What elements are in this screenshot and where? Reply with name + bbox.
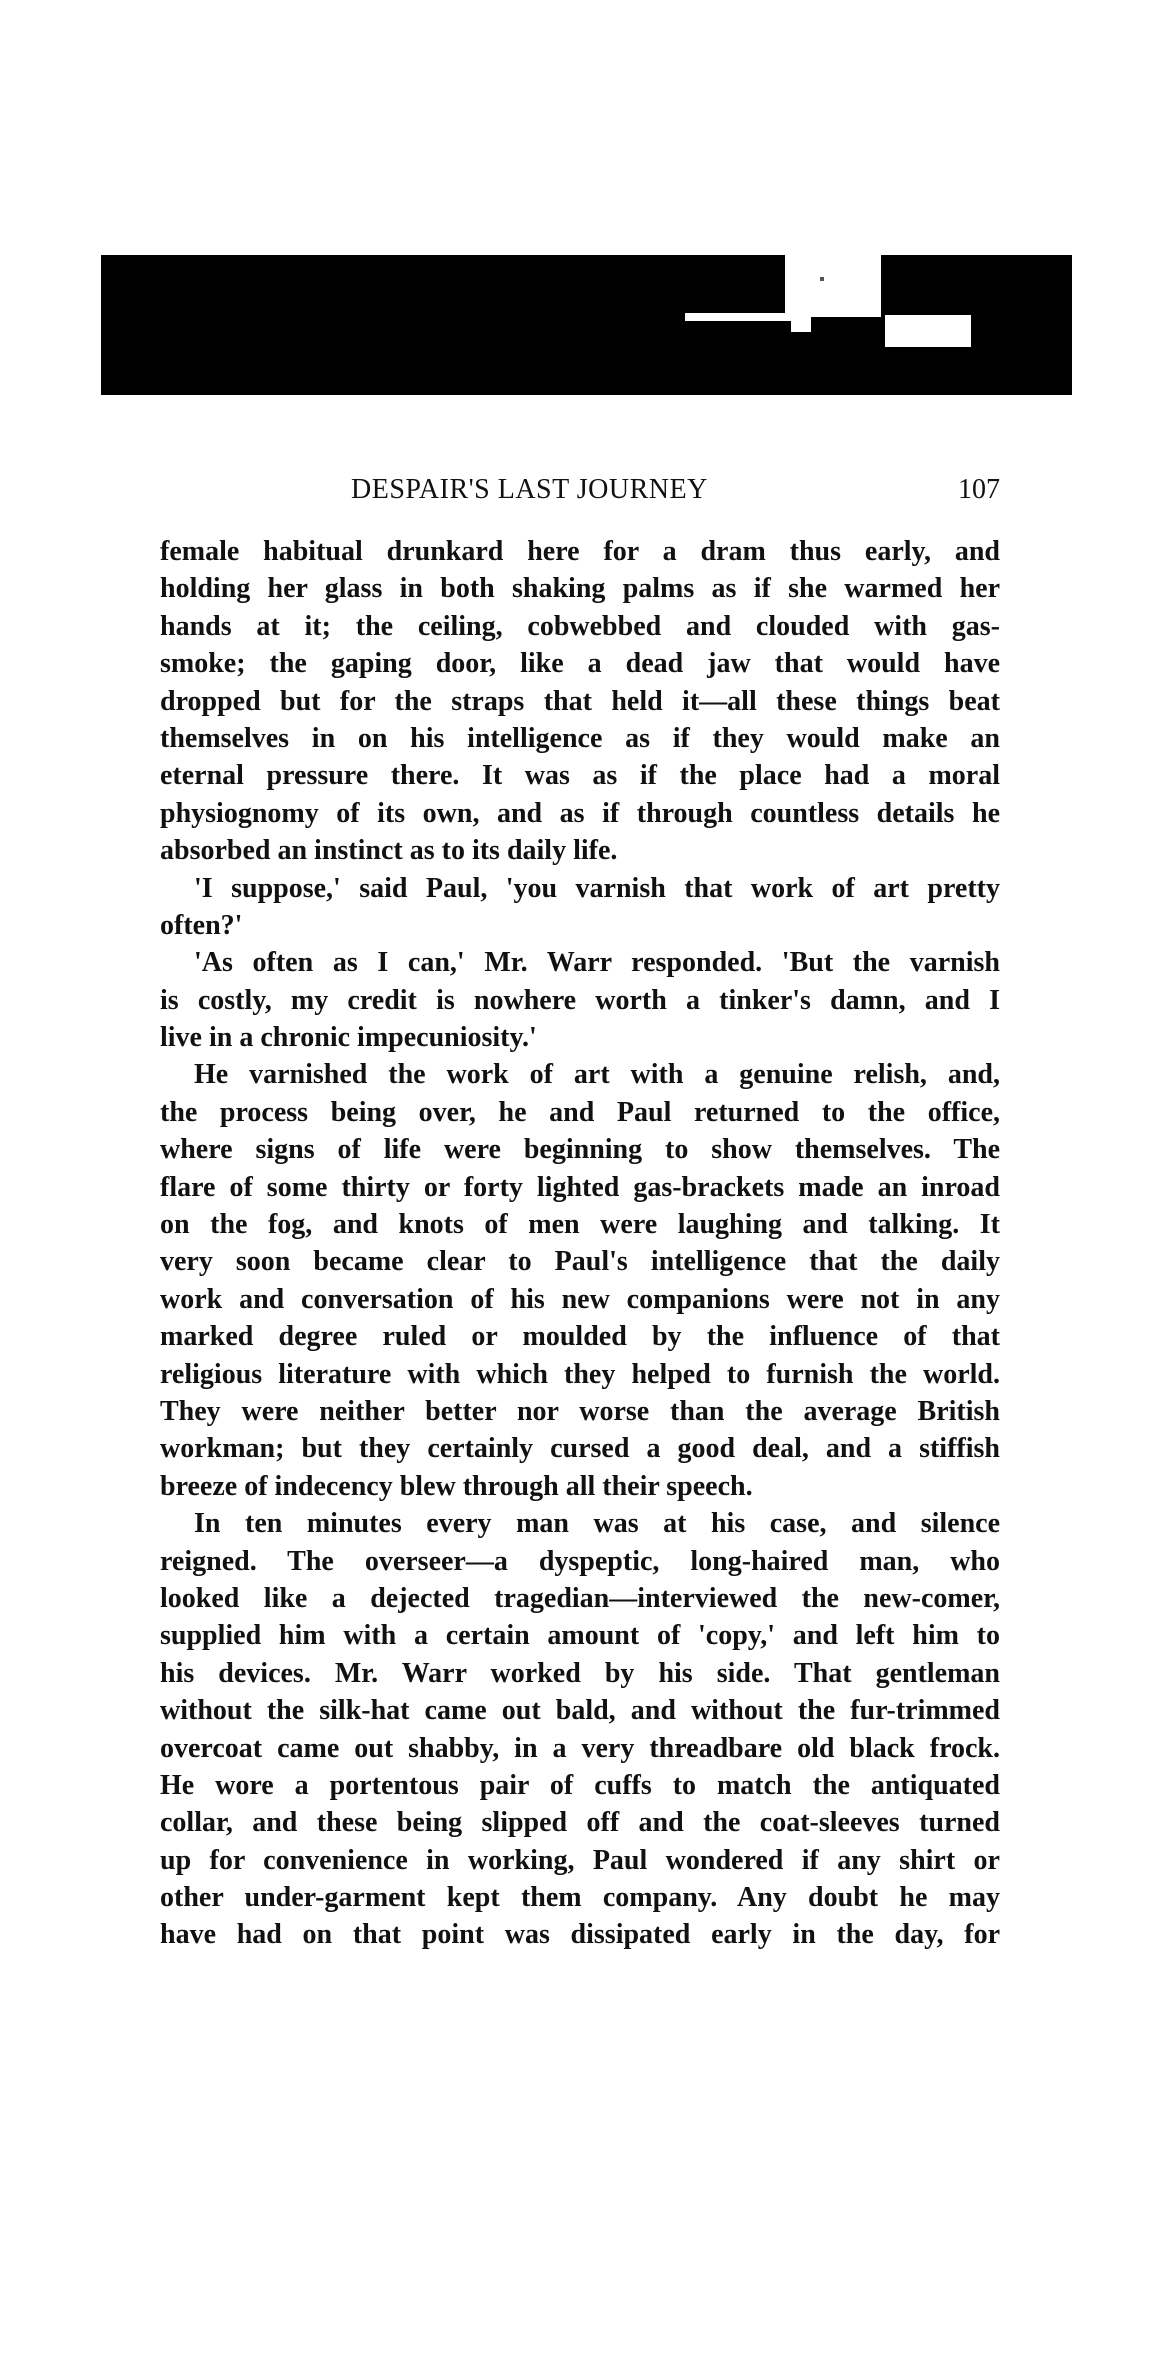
text-line: reigned. The overseer—a dyspeptic, long-haired man, who [160,1545,1000,1577]
running-head [160,474,1000,514]
text-line: the process being over, he and Paul returned to the office, [160,1096,1000,1128]
text-line: He wore a portentous pair of cuffs to match the antiquated [160,1769,1000,1801]
text-line: dropped but for the straps that held it—all these things beat [160,685,1000,717]
text-line: is costly, my credit is nowhere worth a tinker's damn, and I [160,984,1000,1016]
text-line: absorbed an instinct as to its daily life. [160,835,618,867]
text-line: eternal pressure there. It was as if the place had a moral [160,760,1000,792]
text-line: live in a chronic impecuniosity.' [160,1022,537,1054]
text-line: have had on that point was dissipated early in the day, for [160,1919,1000,1951]
text-line: 'I suppose,' said Paul, 'you varnish that work of art pretty [194,872,1000,904]
scan-artifact [885,315,971,347]
text-line: on the fog, and knots of men were laughing and talking. It [160,1209,1000,1241]
text-line: without the silk-hat came out bald, and without the fur-trimmed [160,1695,1000,1727]
text-line: where signs of life were beginning to show themselves. The [160,1134,1000,1166]
text-line: very soon became clear to Paul's intelligence that the daily [160,1246,1000,1278]
text-line: work and conversation of his new companions were not in any [160,1283,1000,1315]
text-line: In ten minutes every man was at his case, and silence [194,1508,1000,1540]
text-line: overcoat came out shabby, in a very threadbare old black frock. [160,1732,1000,1764]
scan-artifact [791,312,811,332]
text-line: flare of some thirty or forty lighted gas-brackets made an inroad [160,1171,1000,1203]
text-line: workman; but they certainly cursed a good deal, and a stiffish [160,1433,1000,1465]
text-line: marked degree ruled or moulded by the influence of that [160,1321,1000,1353]
page-number: 107 [958,474,1000,505]
text-line: other under-garment kept them company. Any doubt he may [160,1882,1000,1914]
text-line: female habitual drunkard here for a dram thus early, and [160,536,1000,567]
text-line: collar, and these being slipped off and the coat-sleeves turned [160,1807,1000,1839]
text-line: his devices. Mr. Warr worked by his side. That gentleman [160,1657,1000,1689]
text-line: up for convenience in working, Paul wondered if any shirt or [160,1844,1000,1876]
text-line: themselves in on his intelligence as if they would make an [160,722,1000,754]
text-line: hands at it; the ceiling, cobwebbed and clouded with gas- [160,610,1000,642]
body-text [160,533,1000,1954]
text-line: physiognomy of its own, and as if through countless details he [160,797,1000,829]
scan-artifact [685,313,803,321]
text-line: holding her glass in both shaking palms as if she warmed her [160,573,1000,605]
text-line: He varnished the work of art with a genuine relish, and, [194,1059,1000,1091]
scan-artifact [785,255,881,317]
text-line: religious literature with which they helped to furnish the world. [160,1358,1000,1390]
text-line: smoke; the gaping door, like a dead jaw that would have [160,648,1000,680]
text-line: supplied him with a certain amount of 'copy,' and left him to [160,1620,1000,1652]
text-line: They were neither better nor worse than the average British [160,1395,1000,1427]
text-line: often?' [160,909,243,941]
text-line: 'As often as I can,' Mr. Warr responded. 'But the varnish [194,947,1000,979]
running-title: DESPAIR'S LAST JOURNEY [351,474,708,505]
text-line: looked like a dejected tragedian—interviewed the new-comer, [160,1582,1000,1614]
scan-artifact [820,277,824,281]
scan-black-band [101,255,1072,395]
text-line: breeze of indecency blew through all their speech. [160,1470,753,1502]
